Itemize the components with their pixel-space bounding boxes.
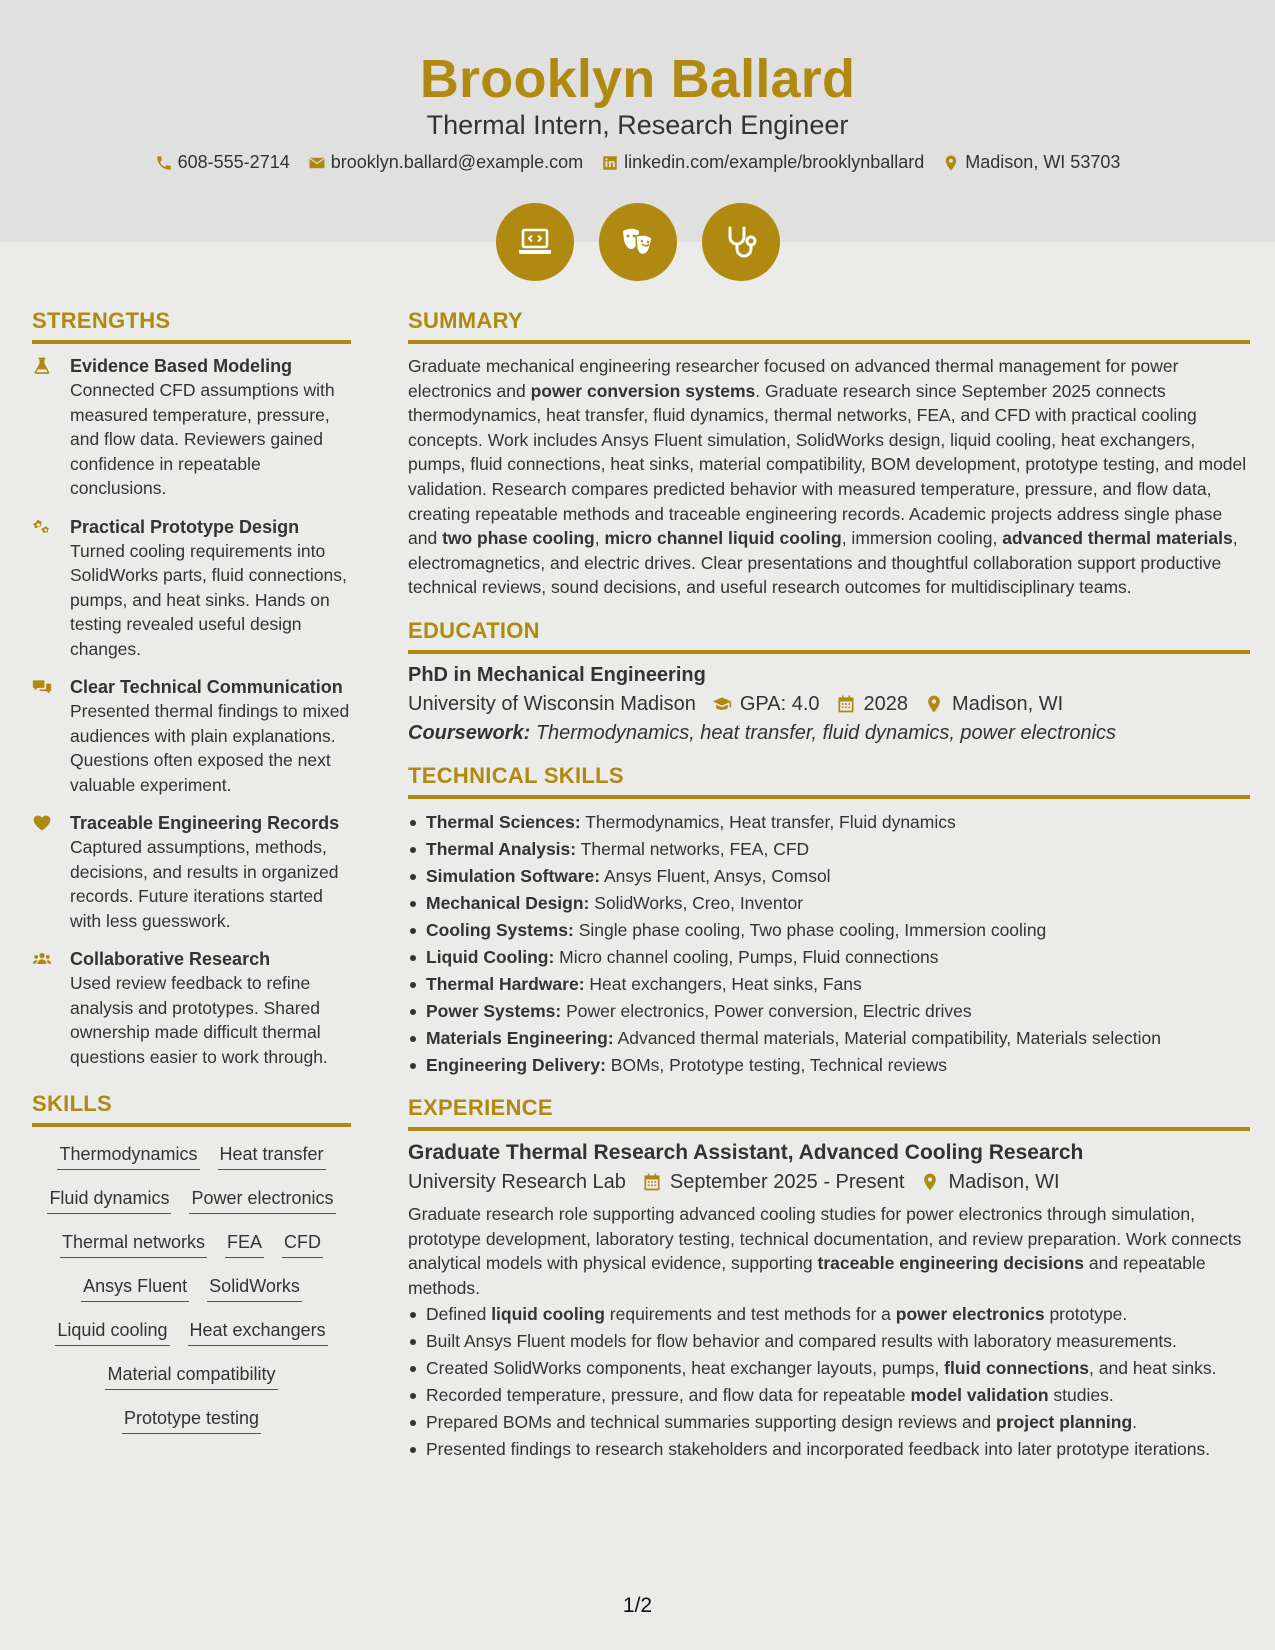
technical-skill-item bbox=[408, 944, 1250, 971]
flask-icon bbox=[32, 356, 52, 376]
skills-heading: SKILLS bbox=[32, 1091, 351, 1127]
strength-item bbox=[32, 947, 351, 1069]
technical-skill-value: Ansys Fluent, Ansys, Comsol bbox=[603, 865, 831, 886]
calendar-icon bbox=[642, 1172, 662, 1192]
location-pin-icon bbox=[942, 154, 960, 172]
job-bullet bbox=[408, 1302, 1250, 1327]
education-gpa bbox=[712, 693, 820, 716]
skill-chip: Heat exchangers bbox=[188, 1319, 328, 1346]
text-segment: Built Ansys Fluent models for flow behavior and compared results with laboratory measurements. bbox=[426, 1331, 1177, 1352]
emphasis-text: micro channel liquid cooling bbox=[604, 528, 842, 549]
contact-email-text[interactable]: brooklyn.ballard@example.com bbox=[330, 152, 584, 172]
technical-skill-item bbox=[408, 890, 1250, 917]
technical-skill-value: Advanced thermal materials, Material compatibility, Materials selection bbox=[617, 1027, 1161, 1048]
location-pin-icon bbox=[920, 1172, 940, 1192]
text-segment: studies. bbox=[1048, 1385, 1114, 1406]
interest-icons bbox=[0, 203, 1275, 281]
phone-icon bbox=[155, 154, 173, 172]
coursework-label: Coursework: bbox=[408, 721, 531, 744]
text-segment: Defined bbox=[426, 1304, 492, 1325]
right-column bbox=[408, 308, 1250, 1464]
technical-skill-label: Cooling Systems: bbox=[426, 919, 574, 940]
technical-skill-label: Thermal Sciences: bbox=[426, 811, 581, 832]
text-segment: Graduate research role supporting advanced cooling studies for power electronics through simulation, prototype development, laboratory testing, technical documentation, and review preparation. Work connects analytical models with physical evidence, supporting bbox=[408, 1203, 1242, 1274]
technical-skill-item bbox=[408, 998, 1250, 1025]
technical-skill-value: Power electronics, Power conversion, Electric drives bbox=[566, 1000, 972, 1021]
technical-skill-item bbox=[408, 971, 1250, 998]
calendar-icon bbox=[836, 694, 856, 714]
skill-chip: Material compatibility bbox=[105, 1363, 277, 1390]
emphasis-text: power electronics bbox=[895, 1304, 1045, 1325]
education-school: University of Wisconsin Madison bbox=[408, 692, 696, 715]
job-dates bbox=[642, 1171, 905, 1194]
summary-heading: SUMMARY bbox=[408, 308, 1250, 344]
skill-chip: Fluid dynamics bbox=[47, 1187, 171, 1214]
skills-list bbox=[32, 1137, 351, 1434]
interest-circle-coding bbox=[496, 203, 574, 281]
technical-skill-label: Engineering Delivery: bbox=[426, 1054, 606, 1075]
technical-skill-label: Materials Engineering: bbox=[426, 1027, 614, 1048]
education-year-text: 2028 bbox=[863, 692, 909, 715]
heart-icon bbox=[32, 813, 52, 833]
job-bullet bbox=[408, 1329, 1250, 1354]
skill-chip: Ansys Fluent bbox=[81, 1275, 189, 1302]
skill-chip: Power electronics bbox=[189, 1187, 335, 1214]
contact-email[interactable] bbox=[308, 152, 583, 173]
linkedin-icon bbox=[601, 154, 619, 172]
experience-heading: EXPERIENCE bbox=[408, 1095, 1250, 1131]
contact-linkedin-text[interactable]: linkedin.com/example/brooklynballard bbox=[624, 152, 925, 172]
text-segment: . bbox=[1132, 1412, 1138, 1433]
envelope-icon bbox=[308, 154, 326, 172]
emphasis-text: project planning bbox=[996, 1412, 1133, 1433]
job-bullet bbox=[408, 1356, 1250, 1381]
laptop-code-icon bbox=[515, 222, 555, 262]
contact-location-text: Madison, WI 53703 bbox=[965, 152, 1121, 172]
technical-skill-label: Mechanical Design: bbox=[426, 892, 590, 913]
technical-skills-heading: TECHNICAL SKILLS bbox=[408, 763, 1250, 799]
skill-chip: FEA bbox=[225, 1231, 264, 1258]
emphasis-text: liquid cooling bbox=[491, 1304, 605, 1325]
strength-item bbox=[32, 354, 351, 501]
skill-chip: Heat transfer bbox=[218, 1143, 326, 1170]
technical-skill-label: Liquid Cooling: bbox=[426, 946, 555, 967]
emphasis-text: traceable engineering decisions bbox=[817, 1253, 1085, 1274]
job-location-text: Madison, WI bbox=[948, 1170, 1060, 1193]
users-icon bbox=[32, 949, 52, 969]
text-segment: requirements and test methods for a bbox=[604, 1304, 896, 1325]
job-bullets bbox=[408, 1302, 1250, 1462]
technical-skill-value: Single phase cooling, Two phase cooling, Immersion cooling bbox=[578, 919, 1047, 940]
strength-description: Used review feedback to refine analysis and prototypes. Shared ownership made difficult thermal questions easier to work through. bbox=[70, 973, 328, 1067]
text-segment: , immersion cooling, bbox=[841, 528, 1003, 549]
strength-title: Practical Prototype Design bbox=[70, 516, 300, 537]
coursework-text: Thermodynamics, heat transfer, fluid dynamics, power electronics bbox=[535, 721, 1117, 744]
gears-icon bbox=[32, 517, 52, 537]
stethoscope-icon bbox=[721, 222, 761, 262]
emphasis-text: model validation bbox=[910, 1385, 1049, 1406]
education-year bbox=[836, 693, 909, 716]
text-segment: , and heat sinks. bbox=[1089, 1358, 1217, 1379]
skill-chip: SolidWorks bbox=[207, 1275, 302, 1302]
strength-description: Presented thermal findings to mixed audiences with plain explanations. Questions often exposed the next valuable experiment. bbox=[70, 701, 350, 795]
contact-linkedin[interactable] bbox=[601, 152, 924, 173]
strength-description: Connected CFD assumptions with measured temperature, pressure, and flow data. Reviewers gained confidence in repeatable conclusions. bbox=[70, 380, 335, 498]
text-segment: Presented findings to research stakeholders and incorporated feedback into later prototype iterations. bbox=[426, 1439, 1211, 1460]
contact-location bbox=[942, 152, 1120, 173]
skill-chip: CFD bbox=[282, 1231, 323, 1258]
education-coursework bbox=[408, 722, 1250, 745]
education-gpa-text: GPA: 4.0 bbox=[739, 692, 820, 715]
strength-item bbox=[32, 811, 351, 933]
contact-phone-text: 608-555-2714 bbox=[177, 152, 290, 172]
strength-description: Captured assumptions, methods, decisions, and results in organized records. Future iterations started with less guesswork. bbox=[70, 837, 339, 931]
job-bullet bbox=[408, 1410, 1250, 1435]
text-segment: , electromagnetics, and electric drives. Clear presentations and thoughtful collaboration support productive technical reviews, sound decisions, and useful research outcomes for multidisciplinary teams. bbox=[408, 528, 1238, 598]
technical-skill-item bbox=[408, 836, 1250, 863]
graduation-cap-icon bbox=[712, 694, 732, 714]
skill-chip: Liquid cooling bbox=[55, 1319, 169, 1346]
contact-phone bbox=[155, 152, 290, 173]
interest-circle-theater bbox=[599, 203, 677, 281]
education-degree: PhD in Mechanical Engineering bbox=[408, 663, 706, 686]
job-location bbox=[920, 1171, 1059, 1194]
strength-title: Traceable Engineering Records bbox=[70, 813, 340, 833]
technical-skill-label: Thermal Analysis: bbox=[426, 838, 577, 859]
technical-skill-item bbox=[408, 1025, 1250, 1052]
technical-skill-label: Simulation Software: bbox=[426, 865, 601, 886]
technical-skill-value: Thermodynamics, Heat transfer, Fluid dynamics bbox=[585, 811, 956, 832]
technical-skill-value: SolidWorks, Creo, Inventor bbox=[594, 892, 804, 913]
text-segment: prototype. bbox=[1044, 1304, 1128, 1325]
technical-skills-list bbox=[408, 809, 1250, 1079]
technical-skill-value: BOMs, Prototype testing, Technical reviews bbox=[610, 1054, 948, 1075]
summary-text bbox=[408, 354, 1250, 600]
candidate-headline: Thermal Intern, Research Engineer bbox=[426, 110, 849, 140]
technical-skill-item bbox=[408, 1052, 1250, 1079]
technical-skill-value: Heat exchangers, Heat sinks, Fans bbox=[589, 973, 862, 994]
text-segment: Prepared BOMs and technical summaries supporting design reviews and bbox=[426, 1412, 997, 1433]
comments-icon bbox=[32, 677, 52, 697]
strength-item bbox=[32, 515, 351, 662]
text-segment: , bbox=[594, 528, 605, 549]
education-meta bbox=[408, 693, 1250, 716]
contact-row bbox=[0, 152, 1275, 173]
education-location-text: Madison, WI bbox=[952, 692, 1064, 715]
emphasis-text: advanced thermal materials bbox=[1002, 528, 1233, 549]
job-bullet bbox=[408, 1383, 1250, 1408]
technical-skill-value: Thermal networks, FEA, CFD bbox=[580, 838, 810, 859]
text-segment: and repeatable methods. bbox=[408, 1253, 1206, 1298]
technical-skill-item bbox=[408, 863, 1250, 890]
emphasis-text: two phase cooling bbox=[442, 528, 595, 549]
job-intro bbox=[408, 1202, 1250, 1300]
interest-circle-medical bbox=[702, 203, 780, 281]
technical-skill-label: Power Systems: bbox=[426, 1000, 562, 1021]
strengths-heading: STRENGTHS bbox=[32, 308, 351, 344]
text-segment: . Graduate research since September 2025 connects thermodynamics, heat transfer, fluid dynamics, thermal networks, FEA, and CFD with practical cooling concepts. Work includes Ansys Fluent simulation, SolidWorks design, liquid cooling, heat exchangers, pumps, fluid connections, heat sinks, material compatibility, BOM development, prototype testing, and model validation. Research compares predicted behavior with measured temperature, pressure, and flow data, creating repeatable methods and traceable engineering records. Academic projects address single phase and bbox=[408, 380, 1247, 549]
page-number: 1/2 bbox=[622, 1594, 653, 1617]
emphasis-text: fluid connections bbox=[944, 1358, 1090, 1379]
text-segment: Recorded temperature, pressure, and flow data for repeatable bbox=[426, 1385, 911, 1406]
technical-skill-label: Thermal Hardware: bbox=[426, 973, 585, 994]
candidate-name: Brooklyn Ballard bbox=[419, 49, 856, 109]
skill-chip: Thermal networks bbox=[60, 1231, 207, 1258]
job-dates-text: September 2025 - Present bbox=[669, 1170, 905, 1193]
text-segment: Graduate mechanical engineering researcher focused on advanced thermal management for power electronics and bbox=[408, 356, 1179, 401]
job-org: University Research Lab bbox=[408, 1170, 626, 1193]
strength-title: Clear Technical Communication bbox=[70, 677, 343, 697]
theater-masks-icon bbox=[618, 222, 658, 262]
skill-chip: Prototype testing bbox=[122, 1407, 261, 1434]
education-location bbox=[924, 693, 1063, 716]
technical-skill-value: Micro channel cooling, Pumps, Fluid connections bbox=[559, 946, 939, 967]
text-segment: Created SolidWorks components, heat exchanger layouts, pumps, bbox=[426, 1358, 945, 1379]
strength-item bbox=[32, 675, 351, 797]
job-meta bbox=[408, 1171, 1250, 1194]
job-title: Graduate Thermal Research Assistant, Advanced Cooling Research bbox=[408, 1140, 1084, 1164]
technical-skill-item bbox=[408, 917, 1250, 944]
technical-skill-item bbox=[408, 809, 1250, 836]
strength-description: Turned cooling requirements into SolidWorks parts, fluid connections, pumps, and heat sinks. Hands on testing revealed useful design changes. bbox=[70, 540, 347, 659]
job-bullet bbox=[408, 1437, 1250, 1462]
education-heading: EDUCATION bbox=[408, 618, 1250, 654]
strength-title: Evidence Based Modeling bbox=[70, 356, 293, 376]
location-pin-icon bbox=[924, 694, 944, 714]
skill-chip: Thermodynamics bbox=[57, 1143, 199, 1170]
strength-title: Collaborative Research bbox=[70, 949, 271, 969]
emphasis-text: power conversion systems bbox=[530, 380, 756, 401]
left-column bbox=[32, 308, 351, 1434]
